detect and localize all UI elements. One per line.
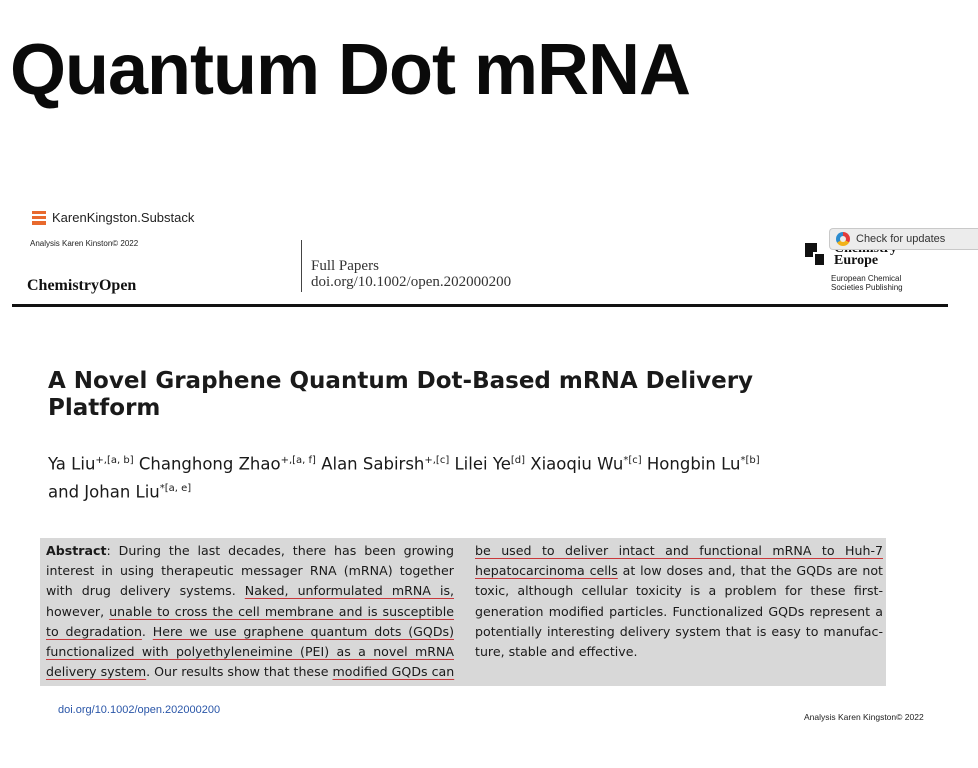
author-affiliation: +,[a, b] — [95, 455, 134, 466]
underlined-text: delivery system — [46, 664, 147, 680]
abstract-text: at low doses and, that the GQDs are not — [617, 563, 883, 579]
abstract-left-column — [46, 541, 454, 682]
abstract-line — [475, 581, 883, 601]
publisher-sub-line-2: Societies Publishing — [831, 283, 903, 292]
author-name: Alan Sabirsh — [321, 454, 425, 474]
abstract-line — [46, 581, 454, 601]
abstract-line — [46, 642, 454, 662]
underlined-text: unable to cross the cell membrane and is susceptible — [109, 603, 455, 619]
abstract-text: with drug delivery systems. — [46, 583, 245, 599]
abstract-line — [475, 602, 883, 622]
author-line-1 — [48, 449, 868, 477]
author-name: Johan Liu — [84, 482, 160, 501]
crossmark-icon — [836, 232, 850, 246]
author-name: Xiaoqiu Wu — [530, 454, 624, 474]
abstract-text: ture, stable and effective. — [475, 643, 638, 659]
header-doi: doi.org/10.1002/open.202000200 — [311, 274, 512, 290]
journal-name: ChemistryOpen — [27, 277, 137, 294]
check-for-updates-label: Check for updates — [856, 233, 946, 245]
publisher-subtitle — [831, 274, 903, 292]
footer-analysis-credit: Analysis Karen Kingston© 2022 — [804, 712, 924, 722]
chemistry-europe-logo-icon — [805, 243, 827, 269]
substack-logo-icon — [32, 211, 46, 225]
paper-title-line-2: Platform — [48, 395, 161, 421]
author-affiliation: *[b] — [740, 455, 760, 466]
abstract-text: however, — [46, 603, 110, 619]
check-for-updates-button[interactable] — [829, 228, 978, 250]
abstract-line — [46, 662, 454, 682]
paper-title-line-1: A Novel Graphene Quantum Dot-Based mRNA Delivery — [48, 368, 754, 394]
substack-brand — [32, 210, 194, 225]
abstract-label: Abstract — [46, 543, 107, 558]
author-name: Changhong Zhao — [138, 454, 281, 474]
abstract-text: toxic, although cellular toxicity is a problem for these first- — [475, 583, 883, 599]
author-name: Hongbin Lu — [646, 454, 741, 474]
author-affiliation: *[a, e] — [159, 482, 192, 494]
author-affiliation: *[c] — [623, 455, 642, 466]
slide-title: Quantum Dot mRNA — [10, 30, 690, 110]
abstract-right-column — [475, 541, 883, 662]
author-name: Ya Liu — [48, 454, 96, 474]
author-affiliation: +,[a, f] — [280, 455, 316, 466]
abstract-text: interest in using therapeutic messager RNA (mRNA) together — [46, 563, 454, 579]
abstract-text: generation modified particles. Functionalized GQDs represent a — [475, 603, 883, 619]
analysis-credit-top: Analysis Karen Kinston© 2022 — [30, 239, 139, 248]
abstract-line — [46, 541, 454, 561]
publisher-name: Europe — [834, 253, 879, 268]
abstract-line — [475, 541, 883, 561]
paper-title — [48, 368, 848, 422]
abstract-line — [46, 622, 454, 642]
abstract-line — [46, 561, 454, 581]
and-word: and — [48, 482, 80, 501]
underlined-text: be used to deliver intact and functional mRNA to Huh-7 — [475, 543, 883, 558]
underlined-text: Naked, unformulated mRNA is, — [244, 583, 455, 599]
header-divider — [301, 240, 302, 292]
abstract-text: . — [141, 623, 153, 639]
underlined-text: functionalized with polyethyleneimine (PEI) as a novel mRNA — [46, 643, 454, 659]
section-label: Full Papers — [311, 258, 379, 274]
abstract-line — [475, 642, 883, 662]
underlined-text: modified GQDs can — [332, 664, 455, 680]
header-rule — [12, 304, 948, 307]
underlined-text: to degradation — [46, 623, 142, 639]
publisher-sub-line-1: European Chemical — [831, 274, 902, 283]
author-line-2 — [48, 477, 868, 505]
substack-name: KarenKingston.Substack — [52, 210, 195, 225]
abstract-line — [46, 602, 454, 622]
underlined-text: hepatocarcinoma cells — [475, 563, 618, 579]
author-affiliation: +,[c] — [424, 455, 450, 466]
abstract-line — [475, 561, 883, 581]
abstract-text: . Our results show that these — [146, 664, 333, 680]
author-list — [48, 449, 868, 504]
underlined-text: Here we use graphene quantum dots (GQDs) — [152, 623, 454, 639]
abstract-line — [475, 622, 883, 642]
author-affiliation: [d] — [510, 455, 526, 466]
footer-doi-link[interactable]: doi.org/10.1002/open.202000200 — [58, 704, 221, 716]
abstract-text: : During the last decades, there has been growing — [106, 543, 454, 558]
author-name: Lilei Ye — [454, 454, 511, 474]
abstract-text: potentially interesting delivery system that is easy to manufac- — [475, 623, 883, 639]
